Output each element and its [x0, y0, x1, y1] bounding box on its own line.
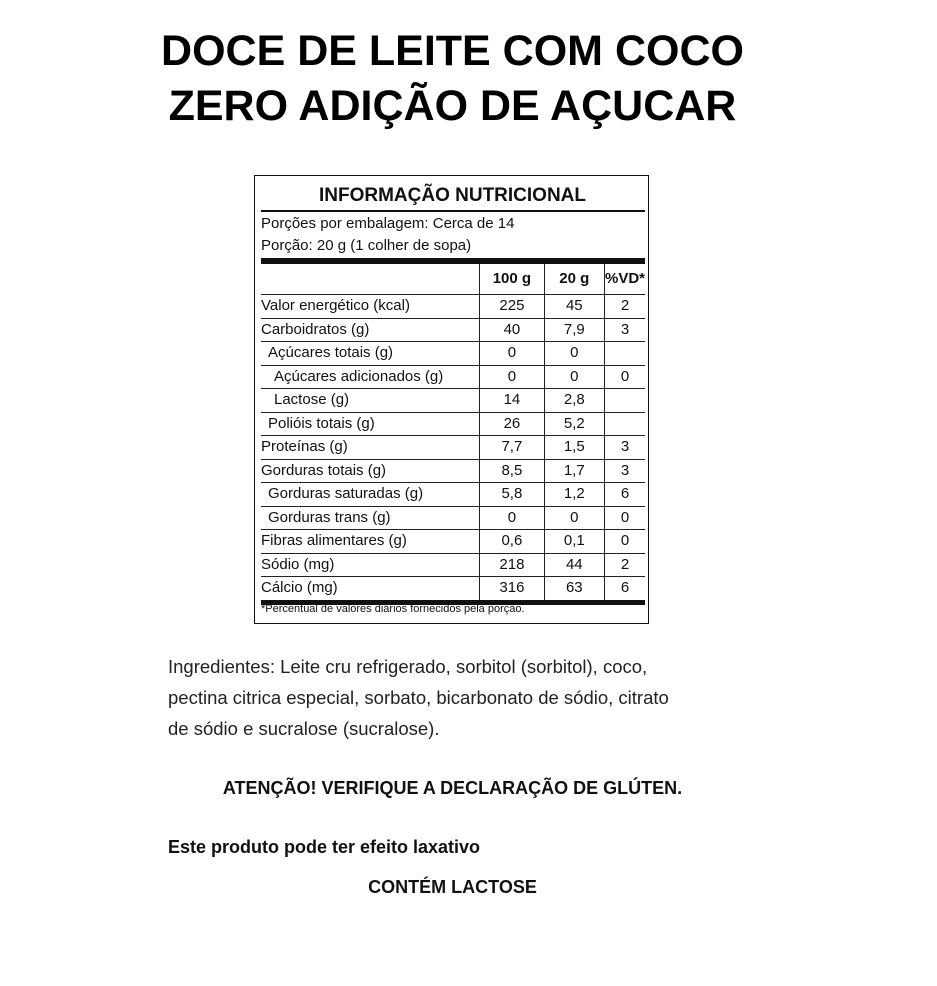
- nutrient-name: Açúcares totais (g): [261, 342, 480, 366]
- value-vd: 2: [604, 295, 645, 319]
- nutrition-facts-title: INFORMAÇÃO NUTRICIONAL: [318, 185, 587, 206]
- table-row: [261, 483, 645, 507]
- value-vd: [604, 342, 645, 366]
- value-100g: 0,6: [480, 530, 544, 554]
- nutrient-name: Proteínas (g): [261, 436, 480, 460]
- header-100g: 100 g: [480, 264, 544, 295]
- value-100g: 5,8: [480, 483, 544, 507]
- value-vd: 3: [604, 459, 645, 483]
- value-20g: 0: [544, 342, 604, 366]
- servings-per-package: Porções por embalagem: Cerca de 14: [261, 215, 515, 232]
- laxative-warning: Este produto pode ter efeito laxativo: [168, 837, 481, 857]
- ingredients-line: de sódio e sucralose (sucralose).: [168, 718, 440, 739]
- nutrient-name: Lactose (g): [261, 389, 480, 413]
- value-100g: 0: [480, 365, 544, 389]
- value-20g: 0,1: [544, 530, 604, 554]
- product-title-line2: ZERO ADIÇÃO DE AÇUCAR: [168, 82, 737, 130]
- nutrient-name: Açúcares adicionados (g): [261, 365, 480, 389]
- table-row: [261, 412, 645, 436]
- header-20g: 20 g: [544, 264, 604, 295]
- product-title: [0, 24, 905, 134]
- nutrition-table: [261, 264, 645, 605]
- value-100g: 14: [480, 389, 544, 413]
- nutrient-name: Sódio (mg): [261, 553, 480, 577]
- value-vd: 0: [604, 365, 645, 389]
- nutrient-name: Gorduras saturadas (g): [261, 483, 480, 507]
- nutrient-name: Polióis totais (g): [261, 412, 480, 436]
- value-vd: 6: [604, 483, 645, 507]
- table-row: [261, 389, 645, 413]
- value-100g: 316: [480, 577, 544, 603]
- value-vd: 0: [604, 506, 645, 530]
- header-nutrient: [261, 264, 480, 295]
- ingredients-line: Ingredientes: Leite cru refrigerado, sorbitol (sorbitol), coco,: [168, 656, 648, 677]
- nutrition-footnote: *Percentual de valores diários fornecidos pela porção.: [261, 603, 525, 615]
- title-divider: [261, 210, 645, 212]
- value-vd: [604, 412, 645, 436]
- value-20g: 7,9: [544, 318, 604, 342]
- nutrient-name: Carboidratos (g): [261, 318, 480, 342]
- value-100g: 0: [480, 342, 544, 366]
- table-row: [261, 530, 645, 554]
- value-vd: 0: [604, 530, 645, 554]
- value-100g: 218: [480, 553, 544, 577]
- nutrient-name: Cálcio (mg): [261, 577, 480, 603]
- value-100g: 7,7: [480, 436, 544, 460]
- ingredients-text: [168, 651, 768, 744]
- table-row: [261, 295, 645, 319]
- value-20g: 63: [544, 577, 604, 603]
- value-vd: 2: [604, 553, 645, 577]
- table-row: [261, 436, 645, 460]
- value-vd: [604, 389, 645, 413]
- table-row: [261, 506, 645, 530]
- table-row: [261, 318, 645, 342]
- lactose-warning: CONTÉM LACTOSE: [368, 877, 537, 897]
- nutrient-name: Fibras alimentares (g): [261, 530, 480, 554]
- value-20g: 5,2: [544, 412, 604, 436]
- value-20g: 2,8: [544, 389, 604, 413]
- value-100g: 0: [480, 506, 544, 530]
- value-vd: 3: [604, 318, 645, 342]
- gluten-warning: ATENÇÃO! VERIFIQUE A DECLARAÇÃO DE GLÚTEN.: [222, 778, 683, 798]
- value-vd: 6: [604, 577, 645, 603]
- value-20g: 44: [544, 553, 604, 577]
- value-20g: 0: [544, 506, 604, 530]
- serving-size: Porção: 20 g (1 colher de sopa): [261, 237, 472, 254]
- table-row: [261, 342, 645, 366]
- ingredients-line: pectina citrica especial, sorbato, bicarbonato de sódio, citrato: [168, 687, 669, 708]
- table-row: [261, 459, 645, 483]
- nutrient-name: Valor energético (kcal): [261, 295, 480, 319]
- value-20g: 45: [544, 295, 604, 319]
- value-20g: 1,7: [544, 459, 604, 483]
- value-20g: 1,2: [544, 483, 604, 507]
- nutrient-name: Gorduras totais (g): [261, 459, 480, 483]
- product-title-line1: DOCE DE LEITE COM COCO: [161, 27, 744, 75]
- table-row: [261, 553, 645, 577]
- value-20g: 0: [544, 365, 604, 389]
- table-row: [261, 365, 645, 389]
- value-100g: 225: [480, 295, 544, 319]
- nutrient-name: Gorduras trans (g): [261, 506, 480, 530]
- value-vd: 3: [604, 436, 645, 460]
- nutrition-facts-panel: [254, 175, 649, 624]
- value-100g: 40: [480, 318, 544, 342]
- value-20g: 1,5: [544, 436, 604, 460]
- value-100g: 26: [480, 412, 544, 436]
- table-row: [261, 577, 645, 603]
- value-100g: 8,5: [480, 459, 544, 483]
- header-vd: %VD*: [604, 264, 645, 295]
- nutrition-table-header: [261, 264, 645, 295]
